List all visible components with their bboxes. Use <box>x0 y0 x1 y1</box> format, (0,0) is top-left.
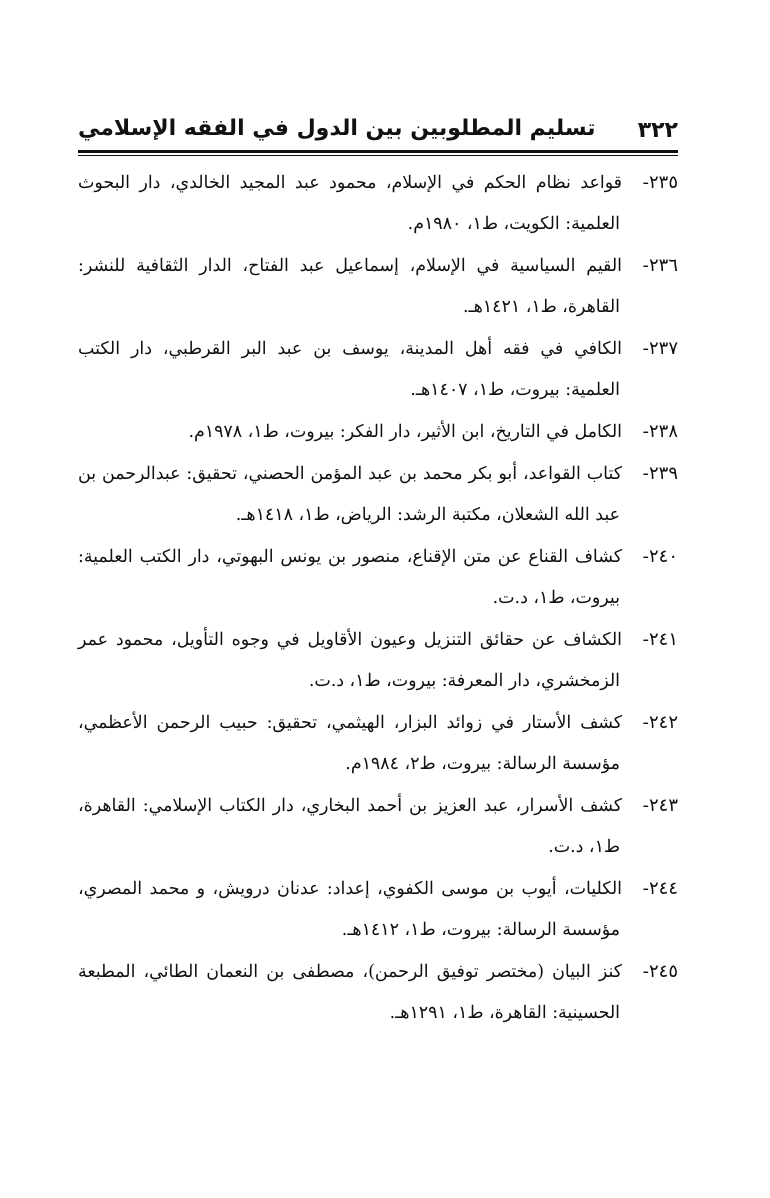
entry-number: ٢٤١- <box>642 629 678 650</box>
entry-text: الكافي في فقه أهل المدينة، يوسف بن عبد البر القرطبي، دار الكتب العلمية: بيروت، ط١، ١٤٠٧هـ. <box>78 339 622 400</box>
entry-number: ٢٣٧- <box>642 338 678 359</box>
bibliography-entry <box>78 453 678 536</box>
entry-number: ٢٣٦- <box>642 255 678 276</box>
bibliography-entry <box>78 619 678 702</box>
bibliography-entry <box>78 536 678 619</box>
bibliography-entry <box>78 411 678 453</box>
entry-text: كشف الأسرار، عبد العزيز بن أحمد البخاري، دار الكتاب الإسلامي: القاهرة، ط١، د.ت. <box>78 796 622 857</box>
entry-text: القيم السياسية في الإسلام، إسماعيل عبد الفتاح، الدار الثقافية للنشر: القاهرة، ط١، ١٤٢١هـ. <box>78 256 622 317</box>
entry-text: كتاب القواعد، أبو بكر محمد بن عبد المؤمن الحصني، تحقيق: عبدالرحمن بن عبد الله الشعلان، مكتبة الرشد: الرياض، ط١، ١٤١٨هـ. <box>78 464 622 525</box>
entry-text: الكامل في التاريخ، ابن الأثير، دار الفكر: بيروت، ط١، ١٩٧٨م. <box>188 422 622 442</box>
entry-number: ٢٤٥- <box>642 961 678 982</box>
bibliography-list <box>78 162 678 1034</box>
book-page <box>78 112 678 1034</box>
entry-text: الكشاف عن حقائق التنزيل وعيون الأقاويل في وجوه التأويل، محمود عمر الزمخشري، دار المعرفة: بيروت، ط١، د.ت. <box>78 630 622 691</box>
entry-text: قواعد نظام الحكم في الإسلام، محمود عبد المجيد الخالدي، دار البحوث العلمية: الكويت، ط١، ١٩٨٠م. <box>78 173 622 234</box>
bibliography-entry <box>78 245 678 328</box>
entry-number: ٢٤٠- <box>642 546 678 567</box>
running-title: تسليم المطلوبين بين الدول في الفقه الإسلامي <box>78 116 596 141</box>
entry-text: كشف الأستار في زوائد البزار، الهيثمي، تحقيق: حبيب الرحمن الأعظمي، مؤسسة الرسالة: بيروت، ط٢، ١٩٨٤م. <box>78 713 622 774</box>
bibliography-entry <box>78 951 678 1034</box>
entry-text: الكليات، أيوب بن موسى الكفوي، إعداد: عدنان درويش، و محمد المصري، مؤسسة الرسالة: بيروت، ط١، ١٤١٢هـ. <box>78 879 622 940</box>
page-number: ٣٢٢ <box>637 118 678 143</box>
running-header <box>78 112 678 148</box>
bibliography-entry <box>78 868 678 951</box>
bibliography-entry <box>78 702 678 785</box>
bibliography-entry <box>78 328 678 411</box>
entry-number: ٢٣٨- <box>642 421 678 442</box>
entry-text: كشاف القناع عن متن الإقناع، منصور بن يونس البهوتي، دار الكتب العلمية: بيروت، ط١، د.ت. <box>78 547 622 608</box>
header-rule <box>78 150 678 156</box>
entry-number: ٢٤٣- <box>642 795 678 816</box>
bibliography-entry <box>78 785 678 868</box>
entry-text: كنز البيان (مختصر توفيق الرحمن)، مصطفى بن النعمان الطائي، المطبعة الحسينية: القاهرة، ط١، ١٢٩١هـ. <box>78 962 622 1023</box>
entry-number: ٢٣٩- <box>642 463 678 484</box>
entry-number: ٢٤٤- <box>642 878 678 899</box>
entry-number: ٢٤٢- <box>642 712 678 733</box>
entry-number: ٢٣٥- <box>642 172 678 193</box>
bibliography-entry <box>78 162 678 245</box>
